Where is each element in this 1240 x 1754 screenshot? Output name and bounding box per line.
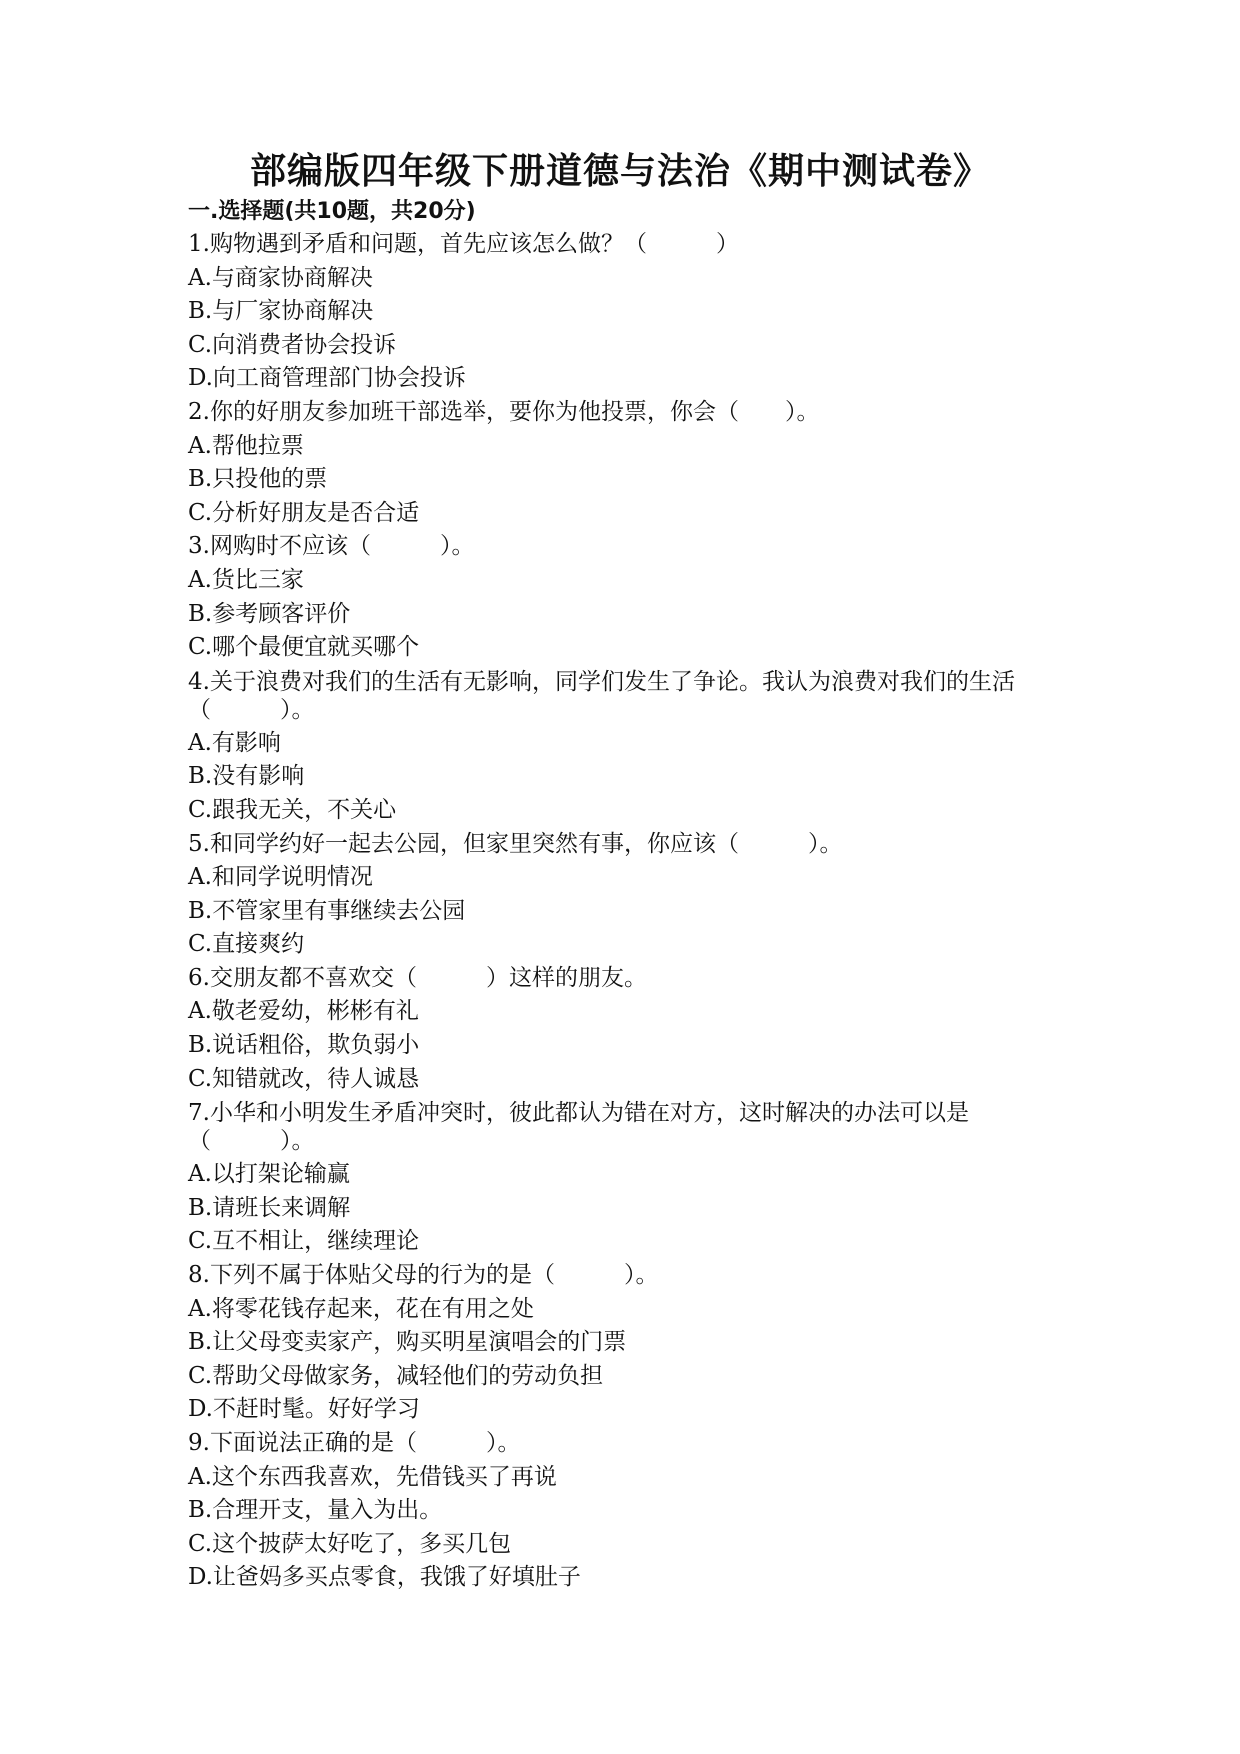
question-stem: 1.购物遇到矛盾和问题，首先应该怎么做？（ ） <box>188 231 739 257</box>
question-option: A.货比三家 <box>188 566 304 593</box>
question-1 <box>188 228 1068 396</box>
question-5 <box>188 828 1068 962</box>
question-stem: 3.网购时不应该（ ）。 <box>188 533 475 560</box>
question-option: A.与商家协商解决 <box>188 264 373 291</box>
question-stem: 5.和同学约好一起去公园，但家里突然有事，你应该（ ）。 <box>188 830 843 857</box>
question-option: C.哪个最便宜就买哪个 <box>188 634 420 661</box>
question-option: B.不管家里有事继续去公园 <box>188 897 466 924</box>
question-option: C.分析好朋友是否合适 <box>188 499 420 526</box>
question-option: B.没有影响 <box>188 763 305 790</box>
question-option: B.说话粗俗，欺负弱小 <box>188 1032 420 1059</box>
exam-title: 部编版四年级下册道德与法治《期中测试卷》 <box>249 151 990 192</box>
question-option: B.合理开支，量入为出。 <box>188 1497 443 1524</box>
question-2 <box>188 396 1068 530</box>
section-heading: 一.选择题(共10题，共20分) <box>188 199 476 224</box>
exam-content <box>188 196 1068 1595</box>
question-9 <box>188 1427 1068 1595</box>
question-option: A.这个东西我喜欢，先借钱买了再说 <box>188 1463 557 1490</box>
question-option: A.将零花钱存起来，花在有用之处 <box>188 1295 534 1322</box>
question-option: A.敬老爱幼，彬彬有礼 <box>188 998 419 1025</box>
question-stem: 7.小华和小明发生矛盾冲突时，彼此都认为错在对方，这时解决的办法可以是（ ）。 <box>188 1100 969 1155</box>
question-option: D.让爸妈多买点零食，我饿了好填肚子 <box>188 1564 581 1591</box>
question-option: C.向消费者协会投诉 <box>188 331 397 358</box>
question-option: C.帮助父母做家务，减轻他们的劳动负担 <box>188 1362 604 1389</box>
question-option: C.直接爽约 <box>188 931 305 958</box>
question-option: C.知错就改，待人诚恳 <box>188 1065 420 1092</box>
question-option: A.帮他拉票 <box>188 432 304 459</box>
question-option: C.这个披萨太好吃了，多买几包 <box>188 1530 512 1557</box>
question-option: A.以打架论输赢 <box>188 1161 350 1188</box>
question-option: D.向工商管理部门协会投诉 <box>188 365 466 392</box>
question-4 <box>188 665 1068 828</box>
question-stem: 8.下列不属于体贴父母的行为的是（ ）。 <box>188 1262 659 1289</box>
question-6 <box>188 962 1068 1096</box>
question-stem: 9.下面说法正确的是（ ）。 <box>188 1430 521 1456</box>
question-option: B.请班长来调解 <box>188 1194 351 1221</box>
question-option: B.只投他的票 <box>188 466 328 493</box>
question-7 <box>188 1096 1068 1259</box>
question-option: D.不赶时髦。好好学习 <box>188 1396 420 1423</box>
question-stem: 6.交朋友都不喜欢交（ ）这样的朋友。 <box>188 964 647 991</box>
question-8 <box>188 1259 1068 1427</box>
question-option: C.跟我无关，不关心 <box>188 796 397 823</box>
question-option: B.让父母变卖家产，购买明星演唱会的门票 <box>188 1329 627 1356</box>
question-option: A.有影响 <box>188 729 281 756</box>
question-option: B.与厂家协商解决 <box>188 298 374 325</box>
question-option: A.和同学说明情况 <box>188 864 373 891</box>
question-stem: 4.关于浪费对我们的生活有无影响，同学们发生了争论。我认为浪费对我们的生活（ ）。 <box>188 668 1015 723</box>
question-option: B.参考顾客评价 <box>188 600 351 627</box>
question-3 <box>188 530 1068 664</box>
question-stem: 2.你的好朋友参加班干部选举，要你为他投票，你会（ ）。 <box>188 398 820 425</box>
question-option: C.互不相让，继续理论 <box>188 1228 420 1255</box>
